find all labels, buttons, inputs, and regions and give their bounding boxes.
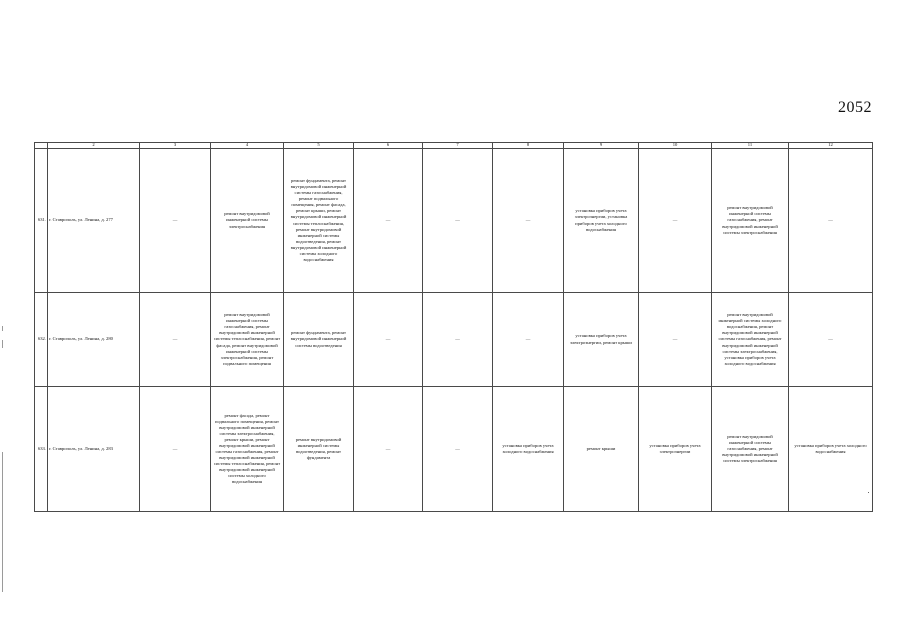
cell-text: ремонт внутридомовой инженерной системы холодного водоснабжения, ремонт внутридомовой инженерной системы газоснабжения, ремонт внутридомовой инженерной системы электроснабжения, установка приборов учета холодного водоснабжения [718,312,782,366]
table-cell [564,293,639,387]
header-cell: 7 [423,143,493,149]
table-cell: ремонт крыши [564,387,639,512]
table-cell: — [639,293,712,387]
table-cell [712,293,789,387]
cell-text: установка приборов учета холодного водоснабжения [794,442,867,454]
table-cell: — [789,293,873,387]
margin-mark [2,452,3,592]
table-cell [284,149,354,293]
row-number: 631. [35,149,48,293]
table-cell [789,387,873,512]
table-cell: — [140,387,211,512]
table-cell [211,293,284,387]
header-cell: 9 [564,143,639,149]
table-cell [493,387,564,512]
cell-text: ремонт внутридомовой инженерной системы электроснабжения [224,211,270,229]
table-cell: — [423,149,493,293]
margin-mark [2,326,3,331]
header-cell: 6 [354,143,423,149]
margin-mark [2,340,3,348]
cell-text: установка приборов учета электроэнергии, установка приборов учета холодного водоснабжения [574,208,628,232]
cell-text: ремонт фундамента, ремонт внутридомовой инженерной системы водоотведения [290,330,347,348]
address-cell: г. Ставрополь, ул. Ленина, д. 280 [48,293,140,387]
table-cell: — [140,149,211,293]
page-number: 2052 [838,99,872,116]
cell-text: ремонт внутридомовой инженерной системы газоснабжения, ремонт внутридомовой инженерной системы электроснабжения [722,433,778,464]
table-cell [284,293,354,387]
table-cell [284,387,354,512]
table-cell: — [354,149,423,293]
header-cell: 10 [639,143,712,149]
header-cell: 3 [140,143,211,149]
header-cell: 12 [789,143,873,149]
cell-text: установка приборов учета электроэнергии, ремонт крыши [570,333,632,345]
table-row [35,387,873,512]
table-cell: — [423,387,493,512]
table-cell: — [639,149,712,293]
row-number: 633. [35,387,48,512]
table-cell: — [354,293,423,387]
header-cell: 5 [284,143,354,149]
address-cell: г. Ставрополь, ул. Ленина, д. 277 [48,149,140,293]
cell-text: установка приборов учета электроэнергии [649,442,701,454]
table-cell: — [423,293,493,387]
table-cell [211,149,284,293]
table-cell [211,387,284,512]
table-row [35,293,873,387]
cell-text: ремонт фундамента, ремонт внутридомовой инженерной системы газоснабжения, ремонт подвального помещения, ремонт фасада, ремонт крыши, ремонт внутридомовой инженерной системы теплоснабжения, ремонт внутридомовой инженерной системы водоотведения, ремонт внутридомовой инженерной системы холодного водоснабжения [290,178,347,262]
table-cell [712,149,789,293]
table-cell [712,387,789,512]
cell-text: ремонт фасада, ремонт подвального помещения, ремонт внутридомовой инженерной системы электроснабжения, ремонт крыши, ремонт внутридомовой инженерной системы газоснабжения, ремонт внутридомовой инженерной системы теплоснабжения, ремонт внутридомовой инженерной системы холодного водоснабжения [213,412,281,485]
header-cell: 2 [48,143,140,149]
table-cell: — [140,293,211,387]
cell-text: ремонт внутридомовой инженерной системы газоснабжения, ремонт внутридомовой инженерной системы теплоснабжения, ремонт фасада, ремонт внутридомовой инженерной системы электроснабжения, ремонт подвального помещения [213,312,281,366]
scan-speck [868,492,869,493]
cell-text: ремонт внутридомовой инженерной системы водоотведения, ремонт фундамента [295,436,342,461]
cell-text: ремонт внутридомовой инженерной системы газоснабжения, ремонт внутридомовой инженерной системы электроснабжения [722,205,778,235]
table-row [35,149,873,293]
cell-text: установка приборов учета холодного водоснабжения [502,442,554,454]
address-cell: г. Ставрополь, ул. Ленина, д. 283 [48,387,140,512]
table-cell [639,387,712,512]
row-number: 632. [35,293,48,387]
works-table [34,142,873,512]
table-cell: — [493,293,564,387]
table-cell: — [789,149,873,293]
table-cell [564,149,639,293]
table-cell: — [354,387,423,512]
header-cell: 11 [712,143,789,149]
header-cell: 4 [211,143,284,149]
table-cell: — [493,149,564,293]
header-cell: 8 [493,143,564,149]
